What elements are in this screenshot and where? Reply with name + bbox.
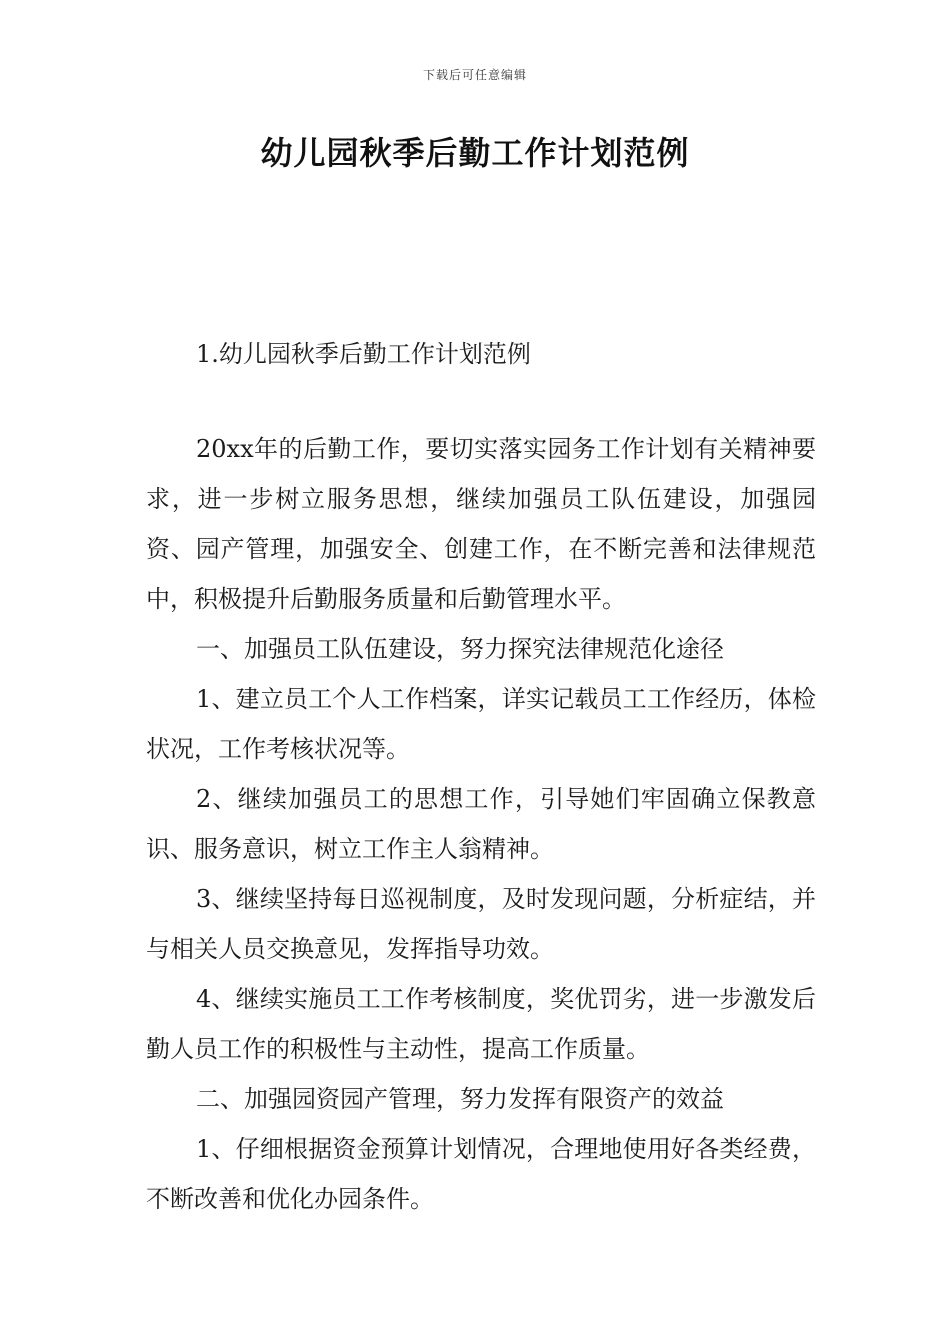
- section-heading: 1.幼儿园秋季后勤工作计划范例: [196, 340, 531, 368]
- paragraph-intro: 20xx年的后勤工作，要切实落实园务工作计划有关精神要求，进一步树立服务思想，继续加强员工队伍建设，加强园资、园产管理，加强安全、创建工作，在不断完善和法律规范中，积极提升后勤服务质量和后勤管理水平。: [146, 435, 816, 613]
- subheading-asset-management: 二、加强园资园产管理，努力发挥有限资产的效益: [196, 1085, 724, 1113]
- list-item: 2、继续加强员工的思想工作，引导她们牢固确立保教意识、服务意识，树立工作主人翁精神。: [146, 785, 816, 863]
- list-item: 3、继续坚持每日巡视制度，及时发现问题，分析症结，并与相关人员交换意见，发挥指导功效。: [146, 885, 816, 963]
- subheading-staff-team: 一、加强员工队伍建设，努力探究法律规范化途径: [196, 635, 724, 663]
- list-item: 4、继续实施员工工作考核制度，奖优罚劣，进一步激发后勤人员工作的积极性与主动性，提高工作质量。: [146, 985, 816, 1063]
- list-item: 1、建立员工个人工作档案，详实记载员工工作经历，体检状况，工作考核状况等。: [146, 685, 816, 763]
- header-note: 下载后可任意编辑: [422, 68, 527, 82]
- list-item: 1、仔细根据资金预算计划情况，合理地使用好各类经费，不断改善和优化办园条件。: [146, 1135, 816, 1213]
- document-title: 幼儿园秋季后勤工作计划范例: [260, 134, 690, 172]
- body-text: [146, 424, 816, 1224]
